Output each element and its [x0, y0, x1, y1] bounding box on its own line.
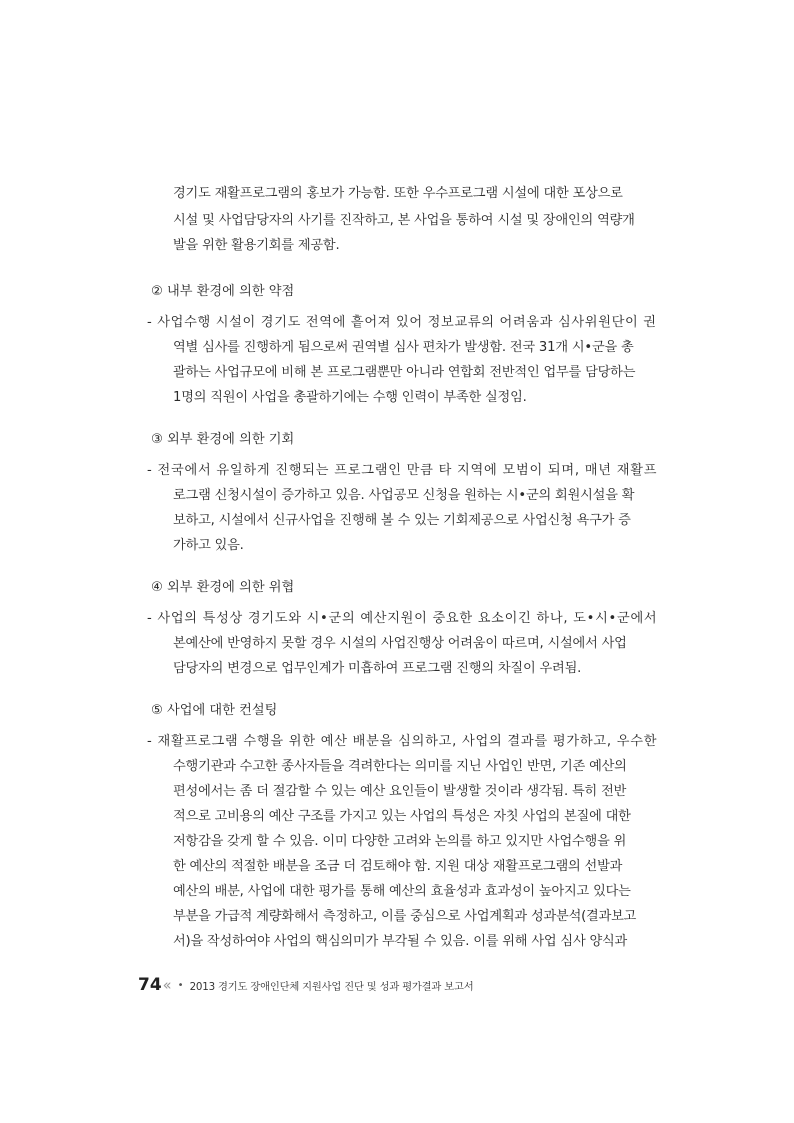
section-line: 가하고 있음.	[173, 538, 244, 553]
section-line: - 사업의 특성상 경기도와 시•군의 예산지원이 중요한 요소이긴 하나, 도•시•군에서	[147, 611, 658, 626]
section-heading-opportunity: ③ 외부 환경에 의한 기회	[151, 432, 295, 447]
report-title: 2013 경기도 장애인단체 지원사업 진단 및 성과 평가결과 보고서	[189, 980, 474, 993]
section-line: 부분을 가급적 계량화해서 측정하고, 이를 중심으로 사업계획과 성과분석(결과보고	[173, 909, 637, 924]
section-line: - 사업수행 시설이 경기도 전역에 흩어져 있어 정보교류의 어려움과 심사위원단이 권	[147, 315, 657, 330]
section-line: - 전국에서 유일하게 진행되는 프로그램인 만큼 타 지역에 모범이 되며, 매년 재활프	[147, 463, 658, 478]
double-chevron-left-icon: ‹‹	[162, 976, 169, 994]
section-line: 편성에서는 좀 더 절감할 수 있는 예산 요인들이 발생할 것이라 생각됨. 특히 전반	[173, 784, 627, 799]
intro-line: 발을 위한 활용기회를 제공함.	[173, 238, 340, 253]
section-line: 적으로 고비용의 예산 구조를 가지고 있는 사업의 특성은 자칫 사업의 본질에 대한	[173, 809, 631, 824]
section-line: 저항감을 갖게 할 수 있음. 이미 다양한 고려와 논의를 하고 있지만 사업수행을 위	[173, 834, 627, 849]
section-line: 괄하는 사업규모에 비해 본 프로그램뿐만 아니라 연합회 전반적인 업무를 담당하는	[173, 365, 636, 380]
intro-line: 시설 및 사업담당자의 사기를 진작하고, 본 사업을 통하여 시설 및 장애인의 역량개	[173, 213, 635, 228]
section-line: 수행기관과 수고한 종사자들을 격려한다는 의미를 지닌 사업인 반면, 기존 예산의	[173, 759, 627, 774]
section-line: 역별 심사를 진행하게 됨으로써 권역별 심사 편차가 발생함. 전국 31개 시•군을 총	[173, 340, 634, 355]
page-number: 74	[138, 975, 162, 995]
section-line: - 재활프로그램 수행을 위한 예산 배분을 심의하고, 사업의 결과를 평가하고, 우수한	[147, 734, 658, 749]
bullet-icon: •	[177, 979, 184, 991]
section-line: 예산의 배분, 사업에 대한 평가를 통해 예산의 효율성과 효과성이 높아지고 있다는	[173, 884, 631, 899]
section-heading-threat: ④ 외부 환경에 의한 위협	[151, 580, 295, 595]
section-line: 서)을 작성하여야 사업의 핵심의미가 부각될 수 있음. 이를 위해 사업 심사 양식과	[173, 934, 628, 949]
page-footer	[138, 973, 474, 997]
section-heading-weakness: ② 내부 환경에 의한 약점	[151, 284, 295, 299]
section-line: 한 예산의 적절한 배분을 조금 더 검토해야 함. 지원 대상 재활프로그램의 선발과	[173, 859, 623, 874]
section-line: 1명의 직원이 사업을 총괄하기에는 수행 인력이 부족한 실정임.	[173, 390, 527, 405]
section-line: 보하고, 시설에서 신규사업을 진행해 볼 수 있는 기회제공으로 사업신청 욕구가 증	[173, 513, 631, 528]
section-line: 본예산에 반영하지 못할 경우 시설의 사업진행상 어려움이 따르며, 시설에서 사업	[173, 636, 627, 651]
section-line: 담당자의 변경으로 업무인계가 미흡하여 프로그램 진행의 차질이 우려됨.	[173, 661, 582, 676]
section-line: 로그램 신청시설이 증가하고 있음. 사업공모 신청을 원하는 시•군의 회원시설을 확	[173, 488, 635, 503]
intro-line: 경기도 재활프로그램의 홍보가 가능함. 또한 우수프로그램 시설에 대한 포상으로	[173, 186, 623, 201]
section-heading-consulting: ⑤ 사업에 대한 컨설팅	[151, 703, 278, 718]
